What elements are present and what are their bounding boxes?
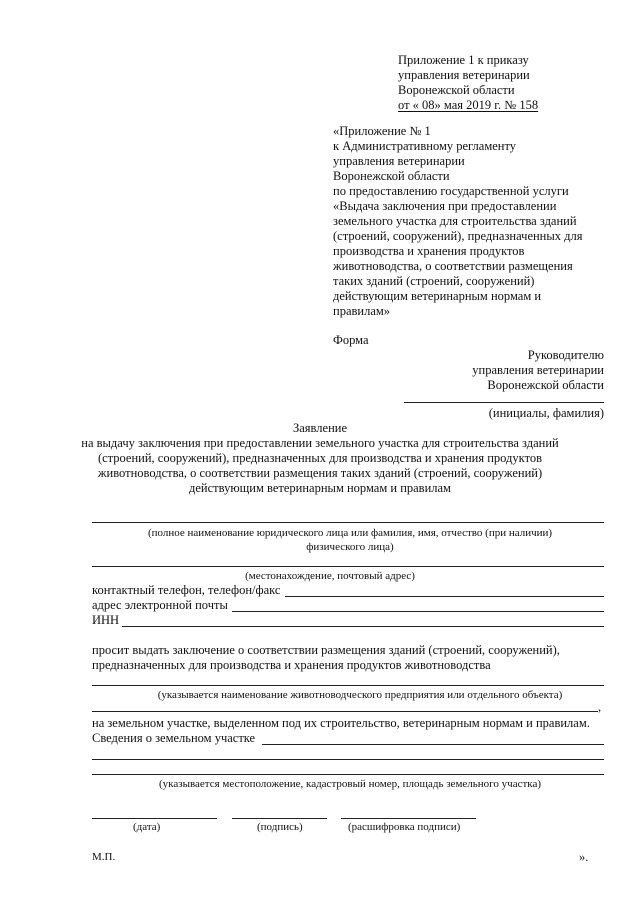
plot-caption: (указывается местоположение, кадастровый номер, площадь земельного участка) — [159, 778, 541, 790]
addressee-caption: (инициалы, фамилия) — [488, 406, 604, 420]
signature-decode-caption: (расшифровка подписи) — [348, 821, 461, 833]
plot-label: Сведения о земельном участке — [92, 731, 256, 745]
addressee-name-line — [404, 402, 604, 403]
addressee-line2: управления ветеринарии — [472, 363, 604, 377]
application-heading: Заявление — [292, 421, 347, 435]
order-header-line2: управления ветеринарии — [398, 68, 530, 82]
closing-quote: ». — [579, 850, 589, 864]
order-header-line1: Приложение 1 к приказу — [398, 53, 529, 67]
object-caption: (указывается наименование животноводческого предприятия или отдельного объекта) — [157, 689, 563, 701]
application-title-line: на выдачу заключения при предоставлении земельного участка для строительства зданий — [81, 436, 559, 450]
appendix-line: к Административному регламенту — [333, 139, 517, 153]
email-field-line[interactable] — [232, 611, 604, 612]
applicant-caption-line2: физического лица) — [306, 541, 394, 553]
land-line: на земельном участке, выделенном под их строительство, ветеринарным нормам и правилам. — [92, 716, 590, 730]
appendix-line: «Приложение № 1 — [333, 124, 431, 138]
appendix-line: правилам» — [333, 304, 391, 318]
object-name-line — [92, 685, 604, 686]
applicant-name-line — [92, 522, 604, 523]
order-header-date-number: от « 08» мая 2019 г. № 158 — [398, 98, 539, 112]
appendix-block — [333, 124, 583, 319]
date-caption: (дата) — [133, 821, 161, 833]
trailing-comma: , — [598, 700, 602, 714]
phone-field-line[interactable] — [285, 596, 604, 597]
stamp-mark: М.П. — [92, 851, 116, 863]
plot-field-line[interactable] — [262, 744, 604, 745]
applicant-caption-line1: (полное наименование юридического лица или фамилия, имя, отчество (при наличии) — [147, 527, 553, 539]
addressee-line1: Руководителю — [527, 348, 604, 362]
appendix-line: земельного участка для строительства зданий — [333, 214, 577, 228]
location-caption: (местонахождение, почтовый адрес) — [245, 570, 415, 582]
appendix-line: таких зданий (строений, сооружений) — [333, 274, 535, 288]
email-label: адрес электронной почты — [92, 598, 228, 612]
phone-label: контактный телефон, телефон/факс — [92, 583, 281, 597]
plot-extra-line-2 — [92, 774, 604, 775]
inn-field-line[interactable] — [122, 626, 604, 627]
signature-decode-line[interactable] — [341, 818, 476, 819]
object-extra-line — [92, 711, 598, 712]
appendix-line: Воронежской области — [333, 169, 450, 183]
appendix-line: производства и хранения продуктов — [333, 244, 525, 258]
appendix-line: действующим ветеринарным нормам и — [333, 289, 542, 303]
request-line1: просит выдать заключение о соответствии размещения зданий (строений, сооружений), — [92, 643, 560, 657]
inn-label: ИНН — [92, 613, 120, 627]
application-title-line: животноводства, о соответствии размещения таких зданий (строений, сооружений) — [97, 466, 543, 480]
appendix-line: животноводства, о соответствии размещения — [333, 259, 573, 273]
application-title-line: действующим ветеринарным нормам и правилам — [189, 481, 451, 495]
appendix-line: (строений, сооружений), предназначенных для — [333, 229, 583, 243]
applicant-location-line — [92, 566, 604, 567]
application-title-line: (строений, сооружений), предназначенных для производства и хранения продуктов — [97, 451, 543, 465]
signature-line[interactable] — [232, 818, 327, 819]
date-line[interactable] — [92, 818, 217, 819]
appendix-line: управления ветеринарии — [333, 154, 465, 168]
plot-extra-line-1 — [92, 759, 604, 760]
appendix-line: «Выдача заключения при предоставлении — [333, 199, 557, 213]
order-header-line3: Воронежской области — [398, 83, 515, 97]
signature-caption: (подпись) — [257, 821, 303, 833]
addressee-line3: Воронежской области — [487, 378, 604, 392]
appendix-line: по предоставлению государственной услуги — [333, 184, 569, 198]
request-line2: предназначенных для производства и хранения продуктов животноводства — [92, 658, 491, 672]
form-label: Форма — [333, 333, 369, 347]
